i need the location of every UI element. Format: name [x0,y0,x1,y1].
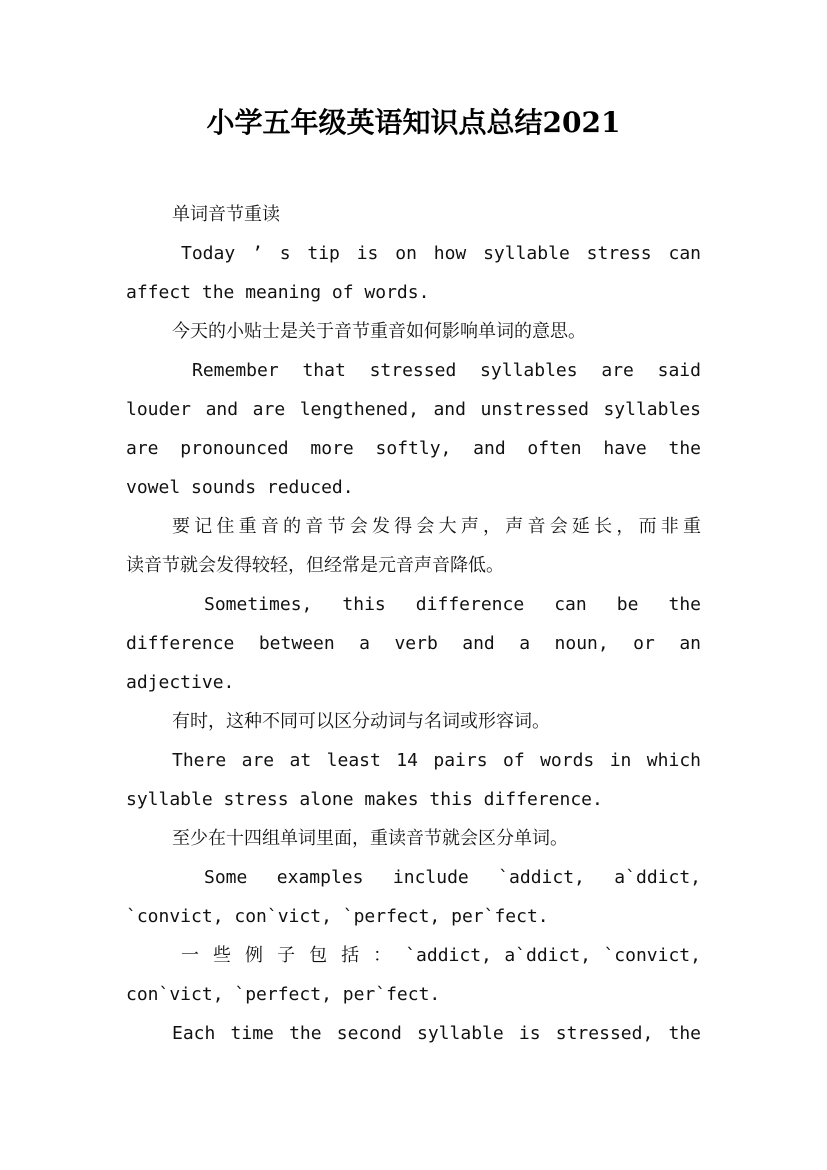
paragraph-line: `convict, con`vict, `perfect, per`fect. [126,906,549,927]
paragraph-line: Today ’ s tip is on how syllable stress can [181,243,701,264]
paragraph-line: are pronounced more softly, and often have the [126,438,701,459]
paragraph-line: vowel sounds reduced. [126,477,354,498]
paragraph-line: louder and are lengthened, and unstressed syllables [126,399,701,420]
paragraph-line: difference between a verb and a noun, or an [126,633,701,654]
document-body [126,195,701,1053]
paragraph-line: 一 些 例 子 包 括 ： `addict, a`ddict, `convict, [181,945,701,966]
paragraph-line: adjective. [126,672,235,693]
paragraph-line: 至少在十四组单词里面，重读音节就会区分单词。 [172,828,568,849]
paragraph-line: affect the meaning of words. [126,282,430,303]
paragraph-line: Some examples include `addict, a`ddict, [204,867,701,888]
paragraph-line: con`vict, `perfect, per`fect. [126,984,441,1005]
paragraph-line: 今天的小贴士是关于音节重音如何影响单词的意思。 [172,321,586,342]
paragraph-line: syllable stress alone makes this difference. [126,789,603,810]
document-title: 小学五年级英语知识点总结2021 [206,106,621,139]
paragraph-line: Each time the second syllable is stressed, the [172,1023,701,1044]
paragraph-line: 有时，这种不同可以区分动词与名词或形容词。 [172,711,550,732]
paragraph-line: Sometimes, this difference can be the [204,594,701,615]
paragraph-line: 读音节就会发得较轻，但经常是元音声音降低。 [126,555,504,576]
paragraph-line: Remember that stressed syllables are said [192,360,701,381]
paragraph-line: There are at least 14 pairs of words in which [172,750,701,771]
section-heading: 单词音节重读 [172,204,280,225]
paragraph-line: 要记住重音的音节会发得会大声，声音会延长，而非重 [172,516,701,537]
